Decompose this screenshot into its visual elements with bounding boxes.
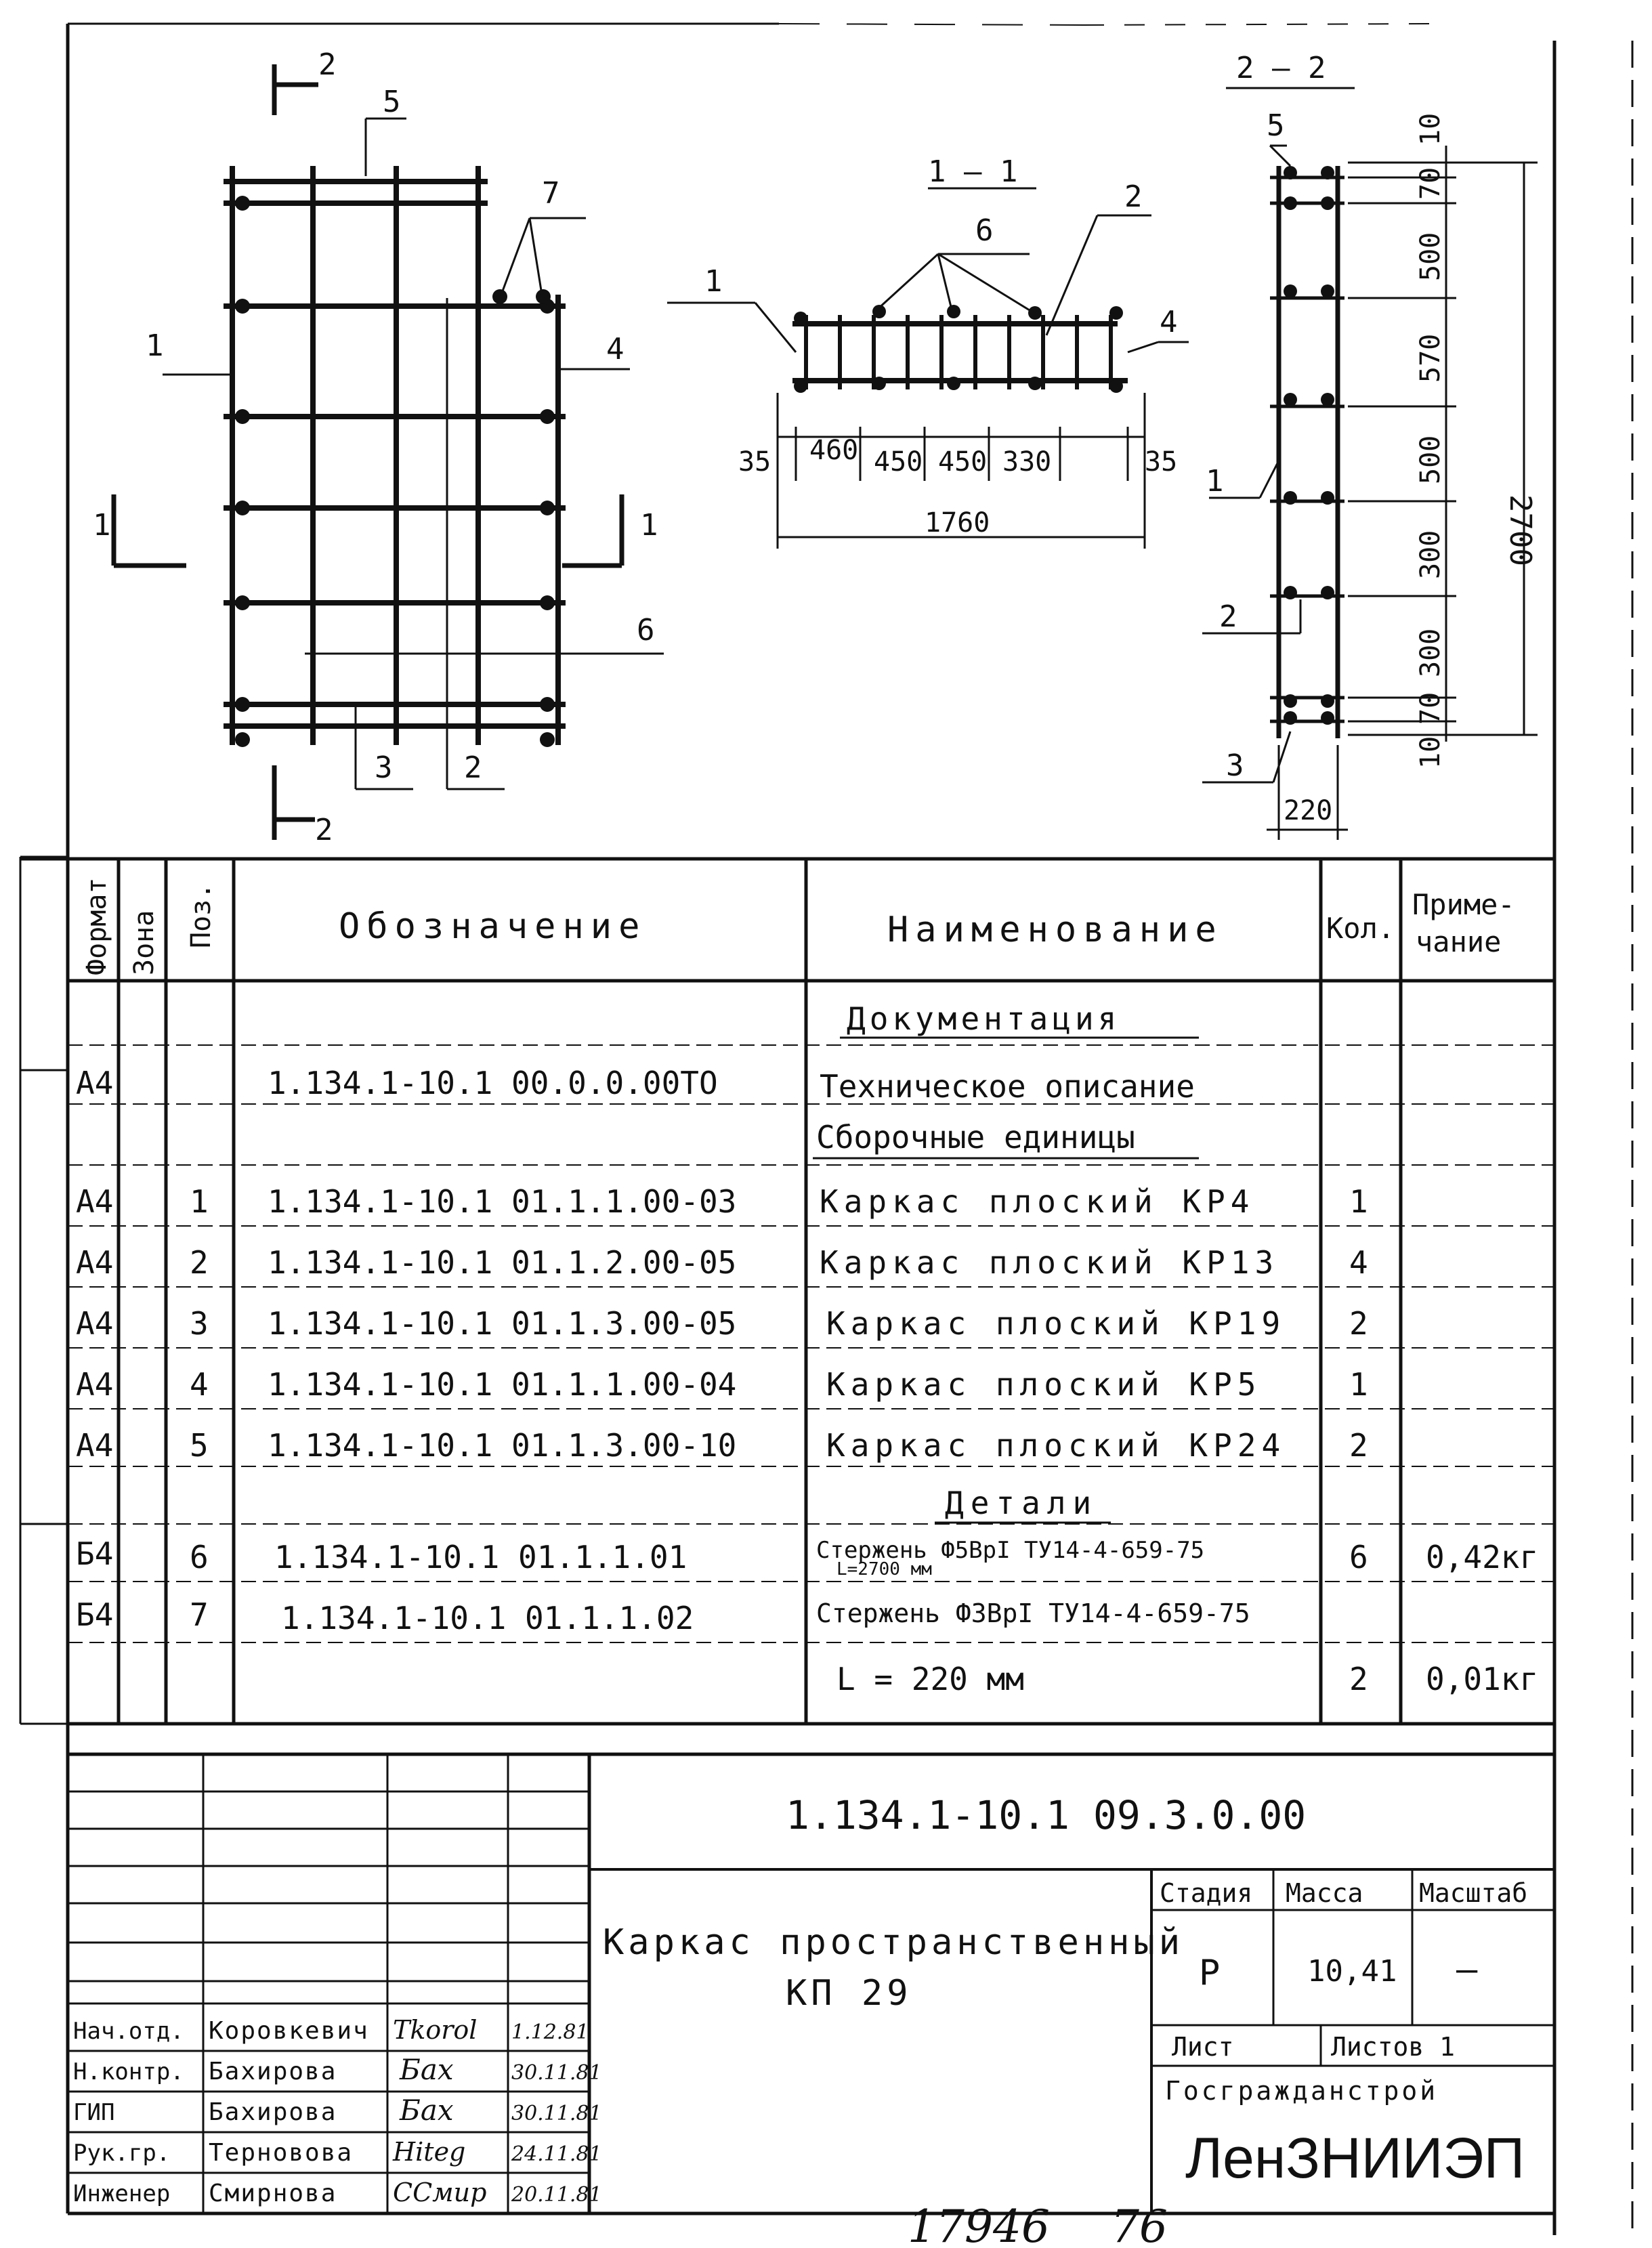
document-title: Каркас пространственный [603,1922,1185,1963]
row-designation: 1.134.1-10.1 01.1.1.00-04 [268,1366,737,1403]
sheet-label: Лист [1172,2032,1234,2062]
s22-width: 220 [1284,795,1333,826]
handwritten-signature: Tkorol [393,2015,478,2045]
section-mark-top: 2 [318,47,337,82]
document-code: 1.134.1-10.1 09.3.0.00 [786,1792,1307,1838]
row-qty: 2 [1349,1661,1368,1697]
row-format: Б4 [76,1596,114,1633]
footer [908,2201,1168,2248]
signature-date: 24.11.81 [511,2142,602,2166]
signer-name: Терновова [209,2139,354,2167]
section-2-2-title: 2 — 2 [1236,51,1326,85]
row-format: А4 [76,1065,114,1101]
s11-dim-6: 35 [1145,446,1178,478]
row-designation: 1.134.1-10.1 00.0.0.00ТО [268,1065,718,1101]
row-qty: 2 [1349,1427,1368,1464]
sheets-label: Листов 1 [1331,2032,1456,2062]
header-note-2: чание [1416,925,1502,958]
s22-dim-4: 570 [1415,333,1446,383]
row-qty: 1 [1349,1183,1368,1220]
signature-date: 30.11.81 [511,2102,602,2125]
signer-name: Смирнова [209,2180,337,2207]
scale-label: Масштаб [1419,1878,1528,1908]
signature-date: 30.11.81 [511,2061,602,2085]
row-format: А4 [76,1244,114,1281]
s22-dim-3: 500 [1415,232,1446,281]
row-name: Стержень Ф3ВрI ТУ14-4-659-75 [816,1598,1250,1628]
header-note-1: Приме- [1412,888,1515,921]
header-format: Формат [81,877,112,975]
plan-callout-1: 1 [146,328,164,363]
row-designation: 1.134.1-10.1 01.1.1.00-03 [268,1183,737,1220]
header-name: Наименование [887,910,1223,950]
row-pos: 4 [190,1366,209,1403]
section-heading-parts: Детали [945,1485,1099,1521]
signature-date: 20.11.81 [511,2183,602,2207]
s11-dim-5: 330 [1002,446,1052,478]
signer-role: Рук.гр. [73,2140,171,2167]
s22-callout-5: 5 [1267,108,1285,143]
row-name: Стержень Ф5ВрI ТУ14-4-659-75 [816,1537,1205,1564]
section-heading-assemblies: Сборочные единицы [816,1119,1135,1155]
plan-callout-3: 3 [375,750,393,785]
organization-ministry: Госгражданстрой [1165,2076,1439,2106]
row-name: Техническое описание [820,1068,1195,1105]
s11-callout-1: 1 [704,264,723,299]
s22-callout-1: 1 [1206,464,1224,499]
header-zone: Зона [129,910,160,975]
mass-value: 10,41 [1307,1954,1397,1989]
signer-role: Нач.отд. [73,2018,184,2045]
row-name: Каркас плоский КР5 [826,1366,1262,1403]
signer-name: Коровкевич [209,2017,369,2045]
s22-dim-7: 300 [1415,628,1446,677]
s22-dim-2: 70 [1415,167,1446,200]
row-designation: 1.134.1-10.1 01.1.3.00-10 [268,1427,737,1464]
s11-dim-4: 450 [938,446,988,478]
row-qty: 6 [1349,1539,1368,1575]
s22-overall: 2700 [1503,494,1538,566]
header-qty: Кол. [1326,912,1395,945]
row-qty: 2 [1349,1305,1368,1342]
signer-role: ГИП [73,2099,115,2126]
signer-role: Н.контр. [73,2058,184,2085]
row-name: Каркас плоский КР19 [826,1305,1286,1342]
signer-role: Инженер [73,2180,171,2207]
document-subtitle: КП 29 [786,1973,912,2014]
stage-label: Стадия [1160,1878,1253,1908]
s11-dim-2: 460 [809,435,859,466]
organization-institute: ЛенЗНИИЭП [1185,2126,1525,2190]
row-format: А4 [76,1183,114,1220]
plan-callout-4: 4 [606,332,624,366]
section-mark-right: 1 [640,508,658,543]
header-designation: Обозначение [339,906,647,947]
signer-name: Бахирова [209,2098,337,2126]
row-name: L = 220 мм [836,1661,1024,1697]
row-format: А4 [76,1366,114,1403]
s11-callout-4: 4 [1160,305,1178,339]
header-pos: Поз. [186,883,217,948]
archive-number: 17946 [908,2201,1050,2248]
plan-callout-2: 2 [464,750,482,785]
s11-overall: 1760 [925,507,990,538]
handwritten-signature: Бах [400,2053,454,2086]
row-qty: 1 [1349,1366,1368,1403]
row-name: Каркас плоский КР24 [826,1427,1286,1464]
row-format: Б4 [76,1535,114,1572]
row-pos: 1 [190,1183,209,1220]
plan-callout-6: 6 [637,613,655,648]
section-mark-bottom: 2 [315,813,333,847]
row-designation: 1.134.1-10.1 01.1.2.00-05 [268,1244,737,1281]
handwritten-signature: Hiteg [393,2137,466,2167]
row-pos: 2 [190,1244,209,1281]
s22-dim-1: 10 [1415,112,1446,146]
row-designation: 1.134.1-10.1 01.1.1.01 [274,1539,687,1575]
section-mark-left: 1 [93,508,111,543]
page-number: 76 [1111,2201,1168,2248]
plan-callout-7: 7 [542,176,560,211]
s11-callout-2: 2 [1124,179,1143,214]
section-1-1-title: 1 — 1 [928,154,1018,189]
row-name: Каркас плоский КР4 [820,1183,1255,1220]
s11-callout-6: 6 [975,213,994,248]
row-pos: 5 [190,1427,209,1464]
row-designation: 1.134.1-10.1 01.1.1.02 [281,1600,694,1636]
section-heading-documentation: Документация [847,1000,1121,1037]
s11-dim-3: 450 [874,446,923,478]
signature-date: 1.12.81 [511,2020,589,2044]
s22-dim-9: 10 [1415,736,1446,769]
row-name-2: L=2700 мм [836,1559,932,1579]
row-pos: 7 [190,1596,209,1633]
handwritten-signature: Бах [400,2094,454,2127]
mass-label: Масса [1286,1878,1363,1908]
row-designation: 1.134.1-10.1 01.1.3.00-05 [268,1305,737,1342]
row-name: Каркас плоский КР13 [820,1244,1279,1281]
handwritten-signature: ССмир [393,2178,487,2207]
s22-dim-6: 300 [1415,530,1446,579]
row-pos: 6 [190,1539,209,1575]
row-qty: 4 [1349,1244,1368,1281]
row-format: А4 [76,1305,114,1342]
scale-value: — [1456,1949,1478,1990]
row-note: 0,01кг [1426,1661,1539,1697]
row-format: А4 [76,1427,114,1464]
stage-value: Р [1199,1953,1221,1993]
s11-dim-1: 35 [738,446,771,478]
s22-dim-8: 70 [1415,692,1446,725]
s22-dim-5: 500 [1415,435,1446,484]
s22-callout-3: 3 [1226,748,1244,783]
s22-callout-2: 2 [1219,599,1237,634]
plan-callout-5: 5 [383,85,401,119]
row-pos: 3 [190,1305,209,1342]
row-note: 0,42кг [1426,1539,1539,1575]
signer-name: Бахирова [209,2058,337,2085]
